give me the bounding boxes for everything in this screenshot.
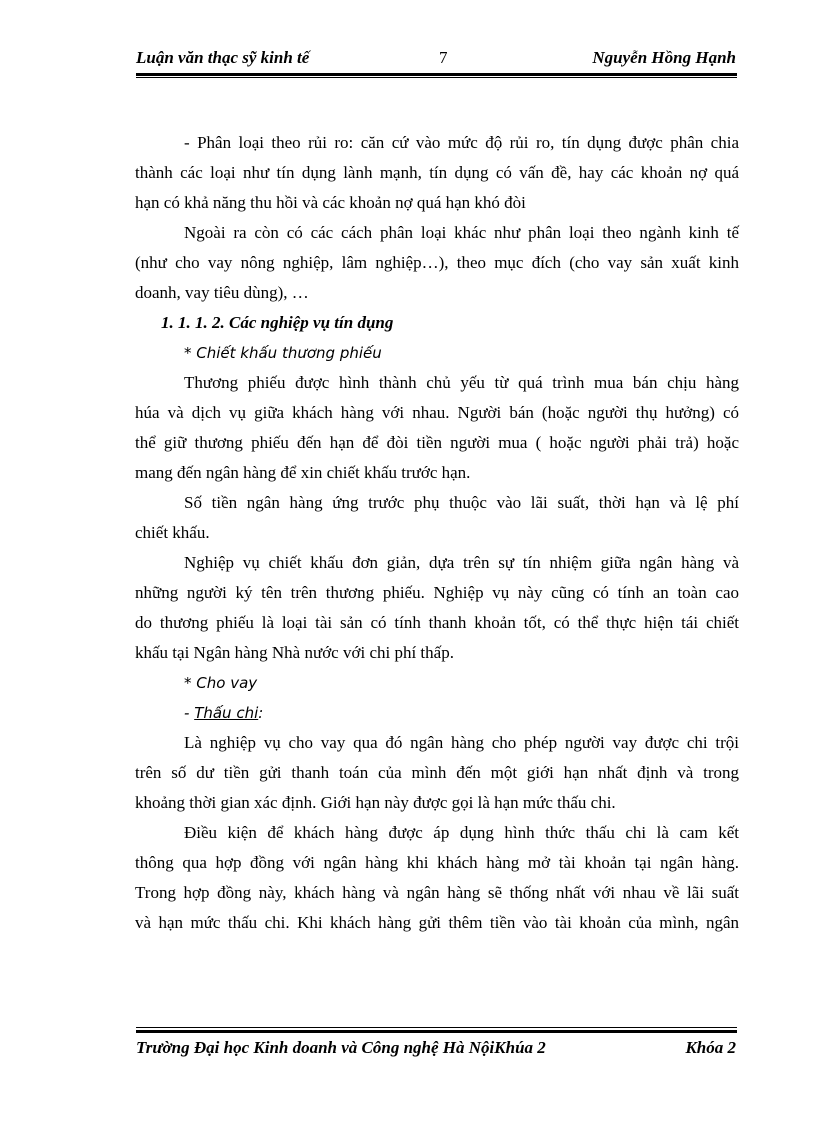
subsection-heading: * Cho vay bbox=[184, 674, 258, 692]
paragraph-line: húa và dịch vụ giữa khách hàng với nhau. Người bán (hoặc người thụ hưởng) có bbox=[135, 403, 739, 422]
footer-university: Trường Đại học Kinh doanh và Công nghệ Hà NộiKhúa 2 bbox=[136, 1038, 546, 1057]
paragraph-line: doanh, vay tiêu dùng), … bbox=[135, 283, 309, 302]
dash-prefix: - bbox=[184, 704, 195, 722]
header-thesis-title: Luận văn thạc sỹ kinh tế bbox=[136, 48, 310, 67]
paragraph-line: Điều kiện để khách hàng được áp dụng hình thức thấu chi là cam kết bbox=[184, 823, 739, 842]
paragraph-line: do thương phiếu là loại tài sản có tính thanh khoản tốt, có thể thực hiện tái chiết bbox=[135, 613, 739, 632]
header-author-name: Nguyễn Hồng Hạnh bbox=[592, 48, 736, 67]
footer-cohort: Khóa 2 bbox=[685, 1038, 736, 1057]
overdraft-term: Thấu chi bbox=[194, 704, 259, 722]
paragraph-line: thành các loại như tín dụng lành mạnh, tín dụng có vấn đề, hay các khoản nợ quá bbox=[135, 163, 739, 182]
paragraph-line: thông qua hợp đồng với ngân hàng khi khách hàng mở tài khoản tại ngân hàng. bbox=[135, 853, 739, 872]
paragraph-line: Ngoài ra còn có các cách phân loại khác như phân loại theo ngành kinh tế bbox=[184, 223, 739, 242]
paragraph-line: Số tiền ngân hàng ứng trước phụ thuộc vào lãi suất, thời hạn và lệ phí bbox=[184, 493, 739, 512]
page-header bbox=[136, 44, 736, 74]
paragraph-line: (như cho vay nông nghiệp, lâm nghiệp…), theo mục đích (cho vay sản xuất kinh bbox=[135, 253, 739, 272]
paragraph-line: khoảng thời gian xác định. Giới hạn này được gọi là hạn mức thấu chi. bbox=[135, 793, 616, 812]
footer-rule-thin bbox=[136, 1027, 737, 1028]
footer-rule-thick bbox=[136, 1030, 737, 1033]
paragraph-line: và hạn mức thấu chi. Khi khách hàng gửi thêm tiền vào tài khoản của mình, ngân bbox=[135, 913, 739, 932]
paragraph-line: Nghiệp vụ chiết khấu đơn giản, dựa trên sự tín nhiệm giữa ngân hàng và bbox=[184, 553, 739, 572]
header-rule-thick bbox=[136, 73, 737, 76]
paragraph-line: Là nghiệp vụ cho vay qua đó ngân hàng cho phép người vay được chi trội bbox=[184, 733, 739, 752]
paragraph-line: hạn có khả năng thu hồi và các khoản nợ quá hạn khó đòi bbox=[135, 193, 526, 212]
page-footer bbox=[136, 1036, 736, 1062]
paragraph-line: khấu tại Ngân hàng Nhà nước với chi phí thấp. bbox=[135, 643, 454, 662]
paragraph-line: mang đến ngân hàng để xin chiết khấu trước hạn. bbox=[135, 463, 471, 482]
paragraph-line: thể giữ thương phiếu đến hạn để đòi tiền người mua ( hoặc người phải trả) hoặc bbox=[135, 433, 739, 452]
paragraph-line: trên số dư tiền gửi thanh toán của mình đến một giới hạn nhất định và trong bbox=[135, 763, 739, 782]
subsection-heading-overdraft bbox=[135, 698, 739, 728]
paragraph-line: chiết khấu. bbox=[135, 523, 210, 542]
colon-suffix: : bbox=[258, 704, 264, 722]
subsection-heading: * Chiết khấu thương phiếu bbox=[184, 344, 382, 362]
paragraph-line: Thương phiếu được hình thành chủ yếu từ quá trình mua bán chịu hàng bbox=[184, 373, 739, 392]
header-rule-thin bbox=[136, 77, 737, 78]
paragraph-line: những người ký tên trên thương phiếu. Nghiệp vụ này cũng có tính an toàn cao bbox=[135, 583, 739, 602]
paragraph-line: Trong hợp đồng này, khách hàng và ngân hàng sẽ thống nhất với nhau về lãi suất bbox=[135, 883, 739, 902]
section-heading: 1. 1. 1. 2. Các nghiệp vụ tín dụng bbox=[161, 313, 394, 332]
header-page-number: 7 bbox=[439, 48, 448, 67]
paragraph-line: - Phân loại theo rủi ro: căn cứ vào mức độ rủi ro, tín dụng được phân chia bbox=[184, 133, 739, 152]
